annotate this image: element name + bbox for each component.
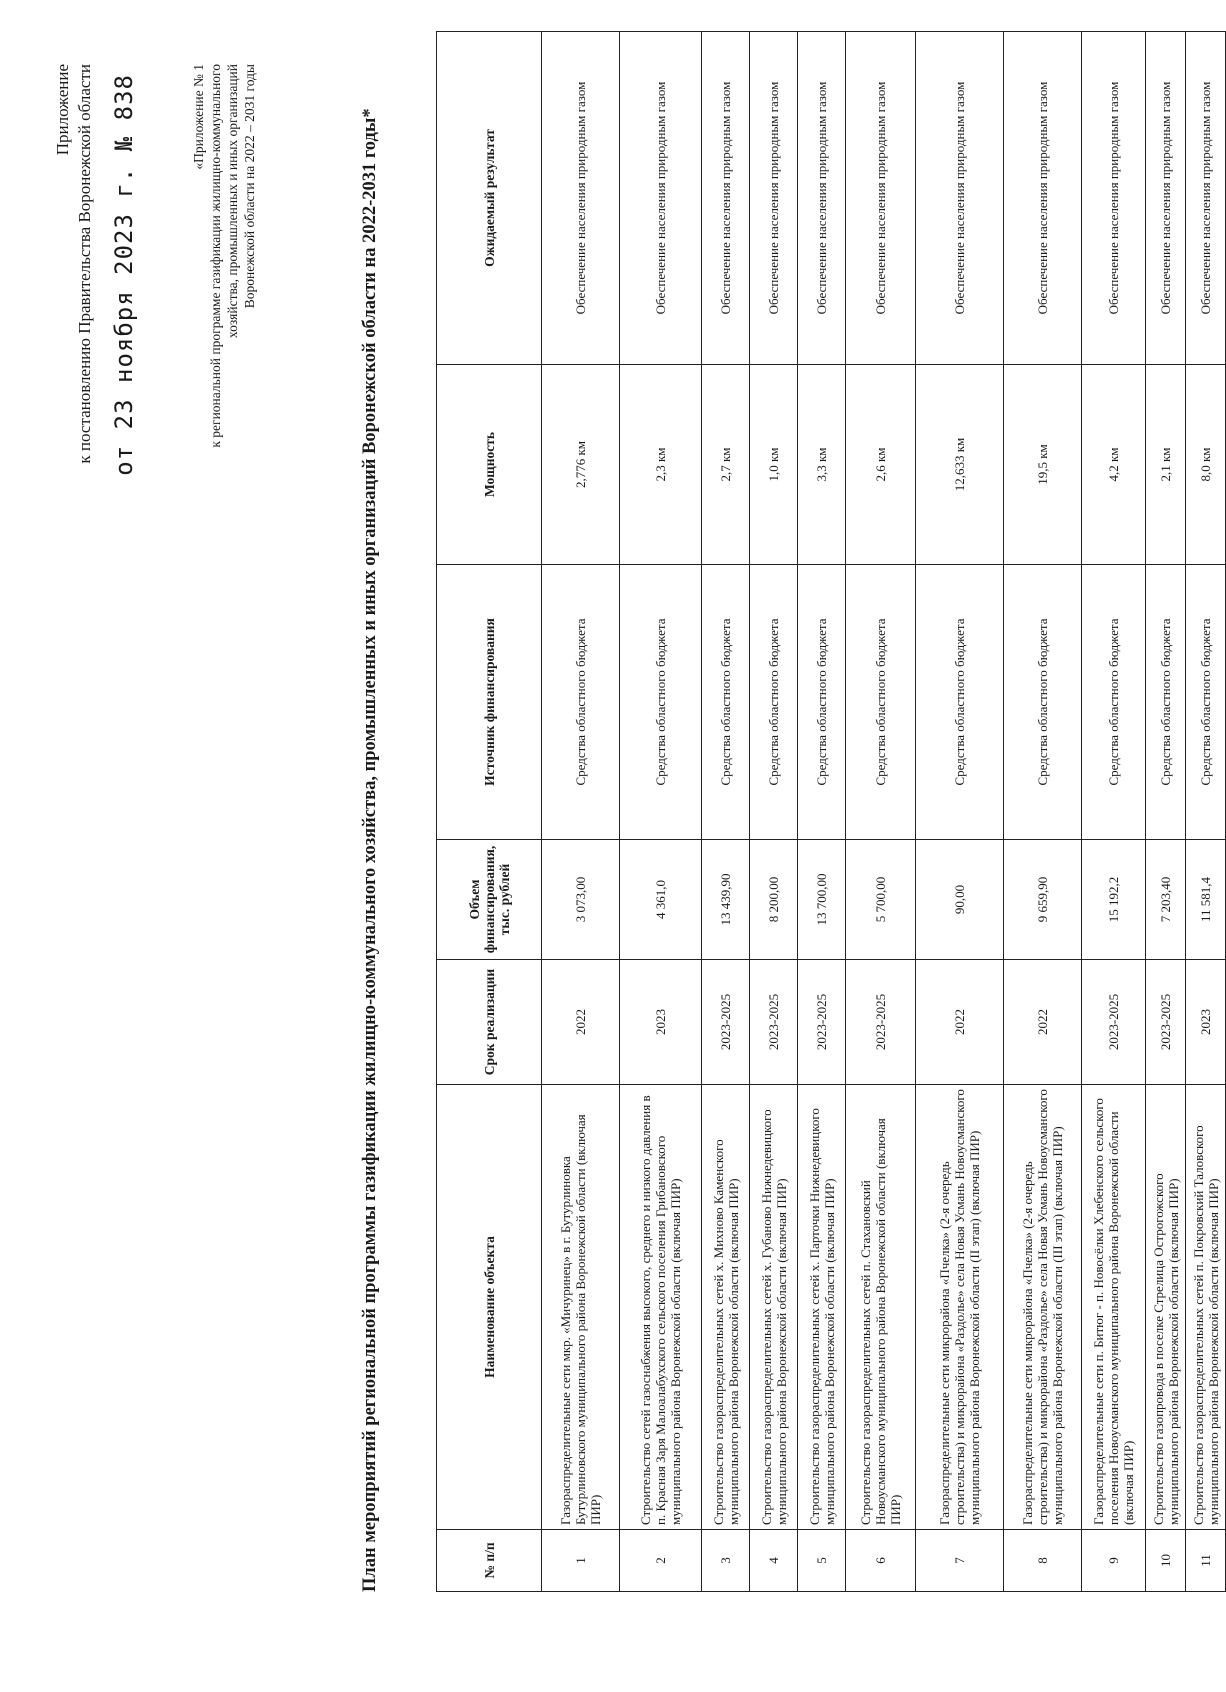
object-name-cell: Строительство газораспределительных сетей п. Стахановский Новоусманского муниципального района Воронежской области (включая ПИР) xyxy=(846,1085,916,1530)
funding-source-cell: Средства областного бюджета xyxy=(1146,565,1186,840)
table-row xyxy=(846,32,916,1592)
funding-volume-cell: 3 073,00 xyxy=(542,840,620,960)
table-row xyxy=(620,32,702,1592)
funding-volume-cell: 11 581,4 xyxy=(1186,840,1226,960)
funding-source-cell: Средства областного бюджета xyxy=(1082,565,1146,840)
capacity-cell: 2,7 км xyxy=(702,365,750,565)
funding-source-cell: Средства областного бюджета xyxy=(798,565,846,840)
object-name-cell: Газораспределительные сети п. Битюг - п. Новосёлки Хлебенского сельского поселения Новоусманского муниципального района Воронежской области (включая ПИР) xyxy=(1082,1085,1146,1530)
funding-source-cell: Средства областного бюджета xyxy=(750,565,798,840)
term-cell: 2022 xyxy=(1004,960,1082,1085)
object-name-cell: Газораспределительные сети микрорайона «Пчелка» (2-я очередь строительства) и микрорайона «Раздолье» села Новая Усмань Новоусманского муниципального района Воронежской области (III этап) (включая ПИР) xyxy=(1004,1085,1082,1530)
row-number-cell: 7 xyxy=(916,1530,1004,1592)
expected-result-cell: Обеспечение населения природным газом xyxy=(916,32,1004,365)
capacity-cell: 12,633 км xyxy=(916,365,1004,565)
object-name-cell: Строительство сетей газоснабжения высокого, среднего и низкого давления в п. Красная Заря Малоалабухского сельского поселения Грибановского муниципального района Воронежской области (включая ПИР) xyxy=(620,1085,702,1530)
row-number-cell: 5 xyxy=(798,1530,846,1592)
capacity-cell: 2,776 км xyxy=(542,365,620,565)
column-header-capacity: Мощность xyxy=(437,365,542,565)
table-row xyxy=(750,32,798,1592)
row-number-cell: 3 xyxy=(702,1530,750,1592)
capacity-cell: 8,0 км xyxy=(1186,365,1226,565)
row-number-cell: 4 xyxy=(750,1530,798,1592)
column-header-object-name: Наименование объекта xyxy=(437,1085,542,1530)
table-row xyxy=(1186,32,1226,1592)
capacity-cell: 4,2 км xyxy=(1082,365,1146,565)
funding-volume-cell: 13 700,00 xyxy=(798,840,846,960)
capacity-cell: 2,6 км xyxy=(846,365,916,565)
table-row xyxy=(798,32,846,1592)
row-number-cell: 1 xyxy=(542,1530,620,1592)
expected-result-cell: Обеспечение населения природным газом xyxy=(750,32,798,365)
term-cell: 2023-2025 xyxy=(1082,960,1146,1085)
funding-volume-cell: 5 700,00 xyxy=(846,840,916,960)
object-name-cell: Строительство газораспределительных сетей х. Губаново Нижнедевицкого муниципального района Воронежской области (включая ПИР) xyxy=(750,1085,798,1530)
capacity-cell: 19,5 км xyxy=(1004,365,1082,565)
term-cell: 2023-2025 xyxy=(702,960,750,1085)
object-name-cell: Газораспределительные сети мкр. «Мичуринец» в г. Бутурлиновка Бутурлиновского муниципального района Воронежской области (включая ПИР) xyxy=(542,1085,620,1530)
capacity-cell: 2,1 км xyxy=(1146,365,1186,565)
row-number-cell: 11 xyxy=(1186,1530,1226,1592)
funding-volume-cell: 8 200,00 xyxy=(750,840,798,960)
expected-result-cell: Обеспечение населения природным газом xyxy=(846,32,916,365)
funding-volume-cell: 4 361,0 xyxy=(620,840,702,960)
column-header-term: Срок реализации xyxy=(437,960,542,1085)
expected-result-cell: Обеспечение населения природным газом xyxy=(1004,32,1082,365)
column-header-expected-result: Ожидаемый результат xyxy=(437,32,542,365)
term-cell: 2023 xyxy=(620,960,702,1085)
object-name-cell: Газораспределительные сети микрорайона «Пчелка» (2-я очередь строительства) и микрорайона «Раздолье» села Новая Усмань Новоусманского муниципального района Воронежской области (II этап) (включая ПИР) xyxy=(916,1085,1004,1530)
funding-source-cell: Средства областного бюджета xyxy=(1004,565,1082,840)
column-header-number: № п/п xyxy=(437,1530,542,1592)
row-number-cell: 10 xyxy=(1146,1530,1186,1592)
object-name-cell: Строительство газораспределительных сетей х. Михново Каменского муниципального района Воронежской области (включая ПИР) xyxy=(702,1085,750,1530)
expected-result-cell: Обеспечение населения природным газом xyxy=(542,32,620,365)
expected-result-cell: Обеспечение населения природным газом xyxy=(1186,32,1226,365)
funding-source-cell: Средства областного бюджета xyxy=(916,565,1004,840)
resolution-label: к постановлению Правительства Воронежской области xyxy=(75,64,94,464)
funding-source-cell: Средства областного бюджета xyxy=(846,565,916,840)
program-ref-line-3: хозяйства, промышленных и иных организаций xyxy=(225,64,240,339)
program-ref-line-4: Воронежской области на 2022 – 2031 годы xyxy=(242,64,257,309)
term-cell: 2023-2025 xyxy=(750,960,798,1085)
table-row xyxy=(916,32,1004,1592)
object-name-cell: Строительство газопровода в поселке Стрелица Острогожского муниципального района Воронежской области (включая ПИР) xyxy=(1146,1085,1186,1530)
funding-volume-cell: 9 659,90 xyxy=(1004,840,1082,960)
table-row xyxy=(1146,32,1186,1592)
term-cell: 2023 xyxy=(1186,960,1226,1085)
term-cell: 2023-2025 xyxy=(798,960,846,1085)
funding-volume-cell: 13 439,90 xyxy=(702,840,750,960)
appendix-label: Приложение xyxy=(53,64,72,156)
row-number-cell: 6 xyxy=(846,1530,916,1592)
expected-result-cell: Обеспечение населения природным газом xyxy=(702,32,750,365)
column-header-funding-volume: Объем финансирования, тыс. рублей xyxy=(437,840,542,960)
term-cell: 2023-2025 xyxy=(846,960,916,1085)
expected-result-cell: Обеспечение населения природным газом xyxy=(798,32,846,365)
funding-volume-cell: 90,00 xyxy=(916,840,1004,960)
funding-source-cell: Средства областного бюджета xyxy=(1186,565,1226,840)
capacity-cell: 3,3 км xyxy=(798,365,846,565)
row-number-cell: 2 xyxy=(620,1530,702,1592)
capacity-cell: 1,0 км xyxy=(750,365,798,565)
term-cell: 2023-2025 xyxy=(1146,960,1186,1085)
header-appendix-block xyxy=(52,64,96,584)
table-row xyxy=(1082,32,1146,1592)
funding-volume-cell: 7 203,40 xyxy=(1146,840,1186,960)
plan-title: План мероприятий региональной программы газификации жилищно-коммунального хозяйства, промышленных и иных организаций Воронежской области на 2022-2031 годы* xyxy=(360,108,380,1592)
table-row xyxy=(542,32,620,1592)
program-reference-block xyxy=(190,64,258,584)
expected-result-cell: Обеспечение населения природным газом xyxy=(1082,32,1146,365)
program-ref-line-1: «Приложение № 1 xyxy=(191,64,206,170)
table-row xyxy=(1004,32,1082,1592)
row-number-cell: 9 xyxy=(1082,1530,1146,1592)
capacity-cell: 2,3 км xyxy=(620,365,702,565)
row-number-cell: 8 xyxy=(1004,1530,1082,1592)
term-cell: 2022 xyxy=(916,960,1004,1085)
object-name-cell: Строительство газораспределительных сетей х. Парточки Нижнедевицкого муниципального района Воронежской области (включая ПИР) xyxy=(798,1085,846,1530)
funding-source-cell: Средства областного бюджета xyxy=(702,565,750,840)
program-ref-line-2: к региональной программе газификации жилищно-коммунального xyxy=(208,64,223,448)
measures-table xyxy=(436,31,1226,1592)
funding-volume-cell: 15 192,2 xyxy=(1082,840,1146,960)
term-cell: 2022 xyxy=(542,960,620,1085)
column-header-funding-source: Источник финансирования xyxy=(437,565,542,840)
table-header-row xyxy=(437,32,542,1592)
table-row xyxy=(702,32,750,1592)
funding-source-cell: Средства областного бюджета xyxy=(542,565,620,840)
expected-result-cell: Обеспечение населения природным газом xyxy=(620,32,702,365)
expected-result-cell: Обеспечение населения природным газом xyxy=(1146,32,1186,365)
funding-source-cell: Средства областного бюджета xyxy=(620,565,702,840)
resolution-date: от 23 ноября 2023 г. № 838 xyxy=(110,74,138,476)
object-name-cell: Строительство газораспределительных сетей п. Покровский Таловского муниципального района Воронежской области (включая ПИР) xyxy=(1186,1085,1226,1530)
